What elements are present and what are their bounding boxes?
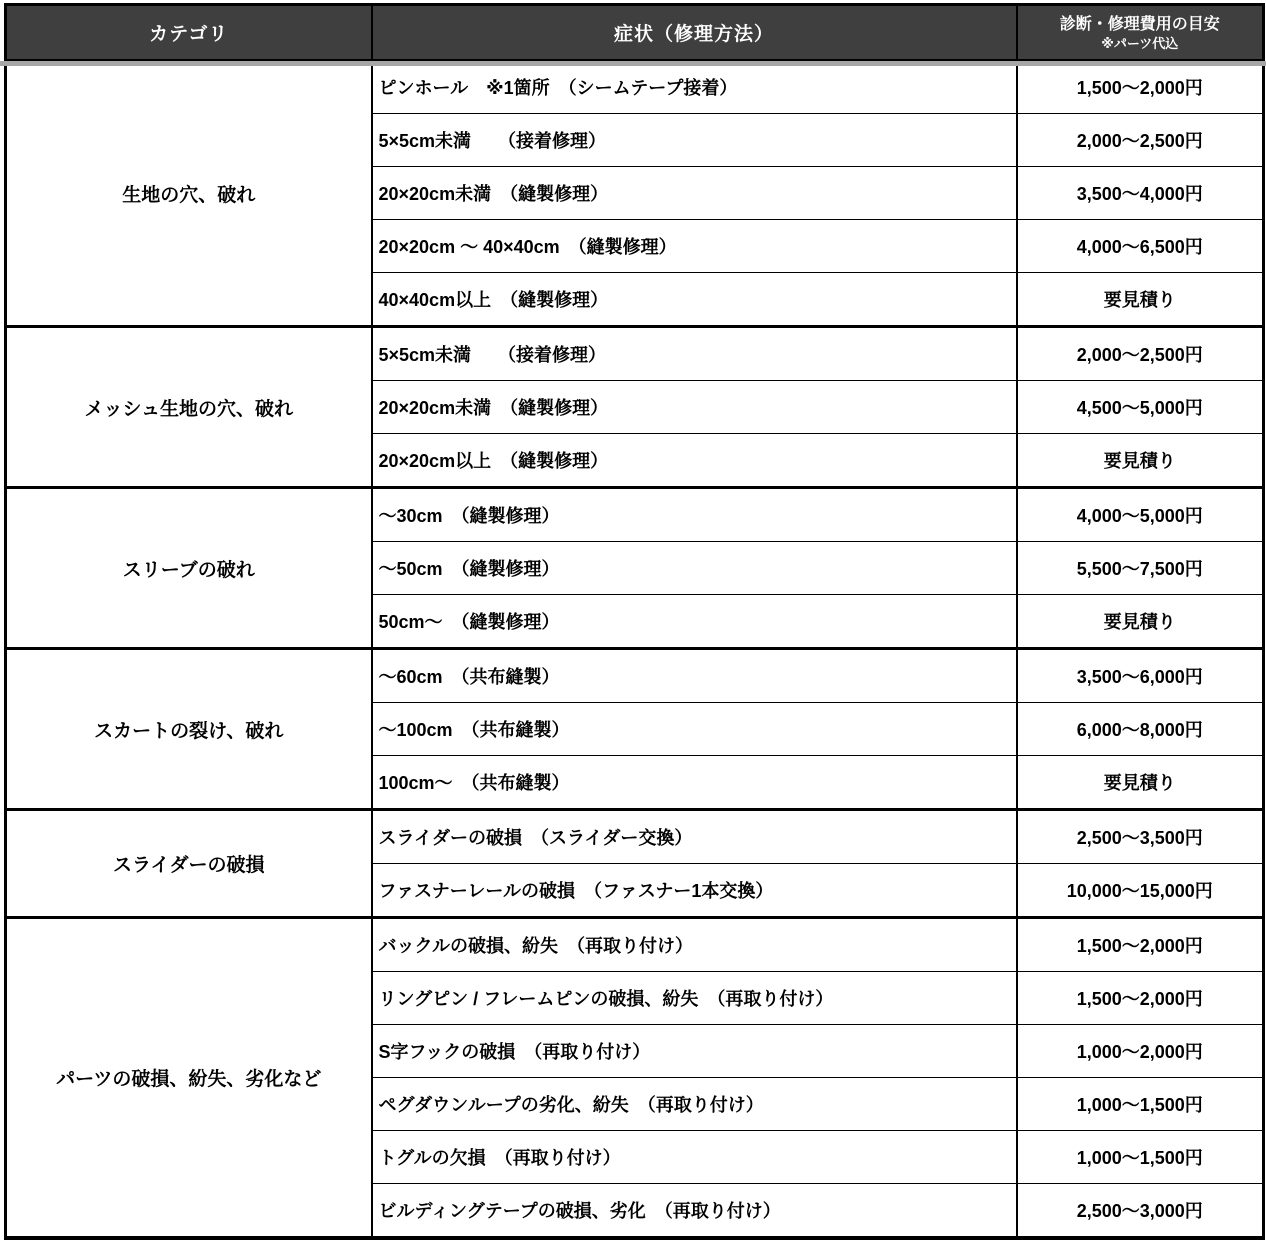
symptom-cell: 20×20cm ～ 40×40cm （縫製修理） xyxy=(372,220,1017,273)
header-cost-note: ※パーツ代込 xyxy=(1101,35,1179,51)
symptom-cell: 20×20cm以上 （縫製修理） xyxy=(372,434,1017,488)
symptom-cell: ビルディングテープの破損、劣化 （再取り付け） xyxy=(372,1184,1017,1239)
symptom-cell: 5×5cm未満 （接着修理） xyxy=(372,327,1017,381)
price-cell: 要見積り xyxy=(1017,273,1264,327)
price-cell: 1,500～2,000円 xyxy=(1017,918,1264,972)
symptom-cell: ～60cm （共布縫製） xyxy=(372,649,1017,703)
table-row xyxy=(6,649,1264,703)
symptom-cell: S字フックの破損 （再取り付け） xyxy=(372,1025,1017,1078)
price-cell: 要見積り xyxy=(1017,595,1264,649)
repair-cost-table xyxy=(4,3,1265,1240)
symptom-cell: ～100cm （共布縫製） xyxy=(372,703,1017,756)
category-cell: メッシュ生地の穴、破れ xyxy=(6,327,372,488)
table-row xyxy=(6,60,1264,114)
symptom-cell: ファスナーレールの破損 （ファスナー1本交換） xyxy=(372,864,1017,918)
price-cell: 3,500～4,000円 xyxy=(1017,167,1264,220)
header-symptom: 症状（修理方法） xyxy=(372,5,1017,61)
table-body xyxy=(6,60,1264,1238)
symptom-cell: ～30cm （縫製修理） xyxy=(372,488,1017,542)
price-cell: 2,000～2,500円 xyxy=(1017,114,1264,167)
symptom-cell: 40×40cm以上 （縫製修理） xyxy=(372,273,1017,327)
category-cell: スライダーの破損 xyxy=(6,810,372,918)
price-cell: 2,000～2,500円 xyxy=(1017,327,1264,381)
table-row xyxy=(6,488,1264,542)
category-cell: スリーブの破れ xyxy=(6,488,372,649)
price-cell: 要見積り xyxy=(1017,434,1264,488)
price-cell: 2,500～3,000円 xyxy=(1017,1184,1264,1239)
symptom-cell: スライダーの破損 （スライダー交換） xyxy=(372,810,1017,864)
symptom-cell: ピンホール ※1箇所 （シームテープ接着） xyxy=(372,60,1017,114)
price-cell: 1,000～1,500円 xyxy=(1017,1131,1264,1184)
category-cell: スカートの裂け、破れ xyxy=(6,649,372,810)
price-cell: 1,000～2,000円 xyxy=(1017,1025,1264,1078)
price-cell: 5,500～7,500円 xyxy=(1017,542,1264,595)
price-cell: 1,500～2,000円 xyxy=(1017,972,1264,1025)
price-cell: 3,500～6,000円 xyxy=(1017,649,1264,703)
header-shadow xyxy=(0,61,1266,66)
price-cell: 4,500～5,000円 xyxy=(1017,381,1264,434)
price-cell: 2,500～3,500円 xyxy=(1017,810,1264,864)
header-row xyxy=(6,5,1264,61)
symptom-cell: リングピン / フレームピンの破損、紛失 （再取り付け） xyxy=(372,972,1017,1025)
table-row xyxy=(6,918,1264,972)
symptom-cell: 20×20cm未満 （縫製修理） xyxy=(372,381,1017,434)
symptom-cell: ～50cm （縫製修理） xyxy=(372,542,1017,595)
price-cell: 4,000～6,500円 xyxy=(1017,220,1264,273)
table-row xyxy=(6,810,1264,864)
price-cell: 1,500～2,000円 xyxy=(1017,60,1264,114)
symptom-cell: 100cm～ （共布縫製） xyxy=(372,756,1017,810)
category-cell: パーツの破損、紛失、劣化など xyxy=(6,918,372,1239)
price-cell: 6,000～8,000円 xyxy=(1017,703,1264,756)
symptom-cell: ペグダウンループの劣化、紛失 （再取り付け） xyxy=(372,1078,1017,1131)
table-header xyxy=(6,5,1264,61)
header-cost-main: 診断・修理費用の目安 xyxy=(1059,15,1220,33)
category-cell: 生地の穴、破れ xyxy=(6,60,372,327)
symptom-cell: 50cm～ （縫製修理） xyxy=(372,595,1017,649)
header-cost xyxy=(1017,5,1264,61)
symptom-cell: 20×20cm未満 （縫製修理） xyxy=(372,167,1017,220)
price-cell: 1,000～1,500円 xyxy=(1017,1078,1264,1131)
price-cell: 4,000～5,000円 xyxy=(1017,488,1264,542)
price-cell: 要見積り xyxy=(1017,756,1264,810)
table-row xyxy=(6,327,1264,381)
symptom-cell: 5×5cm未満 （接着修理） xyxy=(372,114,1017,167)
price-cell: 10,000～15,000円 xyxy=(1017,864,1264,918)
symptom-cell: バックルの破損、紛失 （再取り付け） xyxy=(372,918,1017,972)
symptom-cell: トグルの欠損 （再取り付け） xyxy=(372,1131,1017,1184)
header-category: カテゴリ xyxy=(6,5,372,61)
